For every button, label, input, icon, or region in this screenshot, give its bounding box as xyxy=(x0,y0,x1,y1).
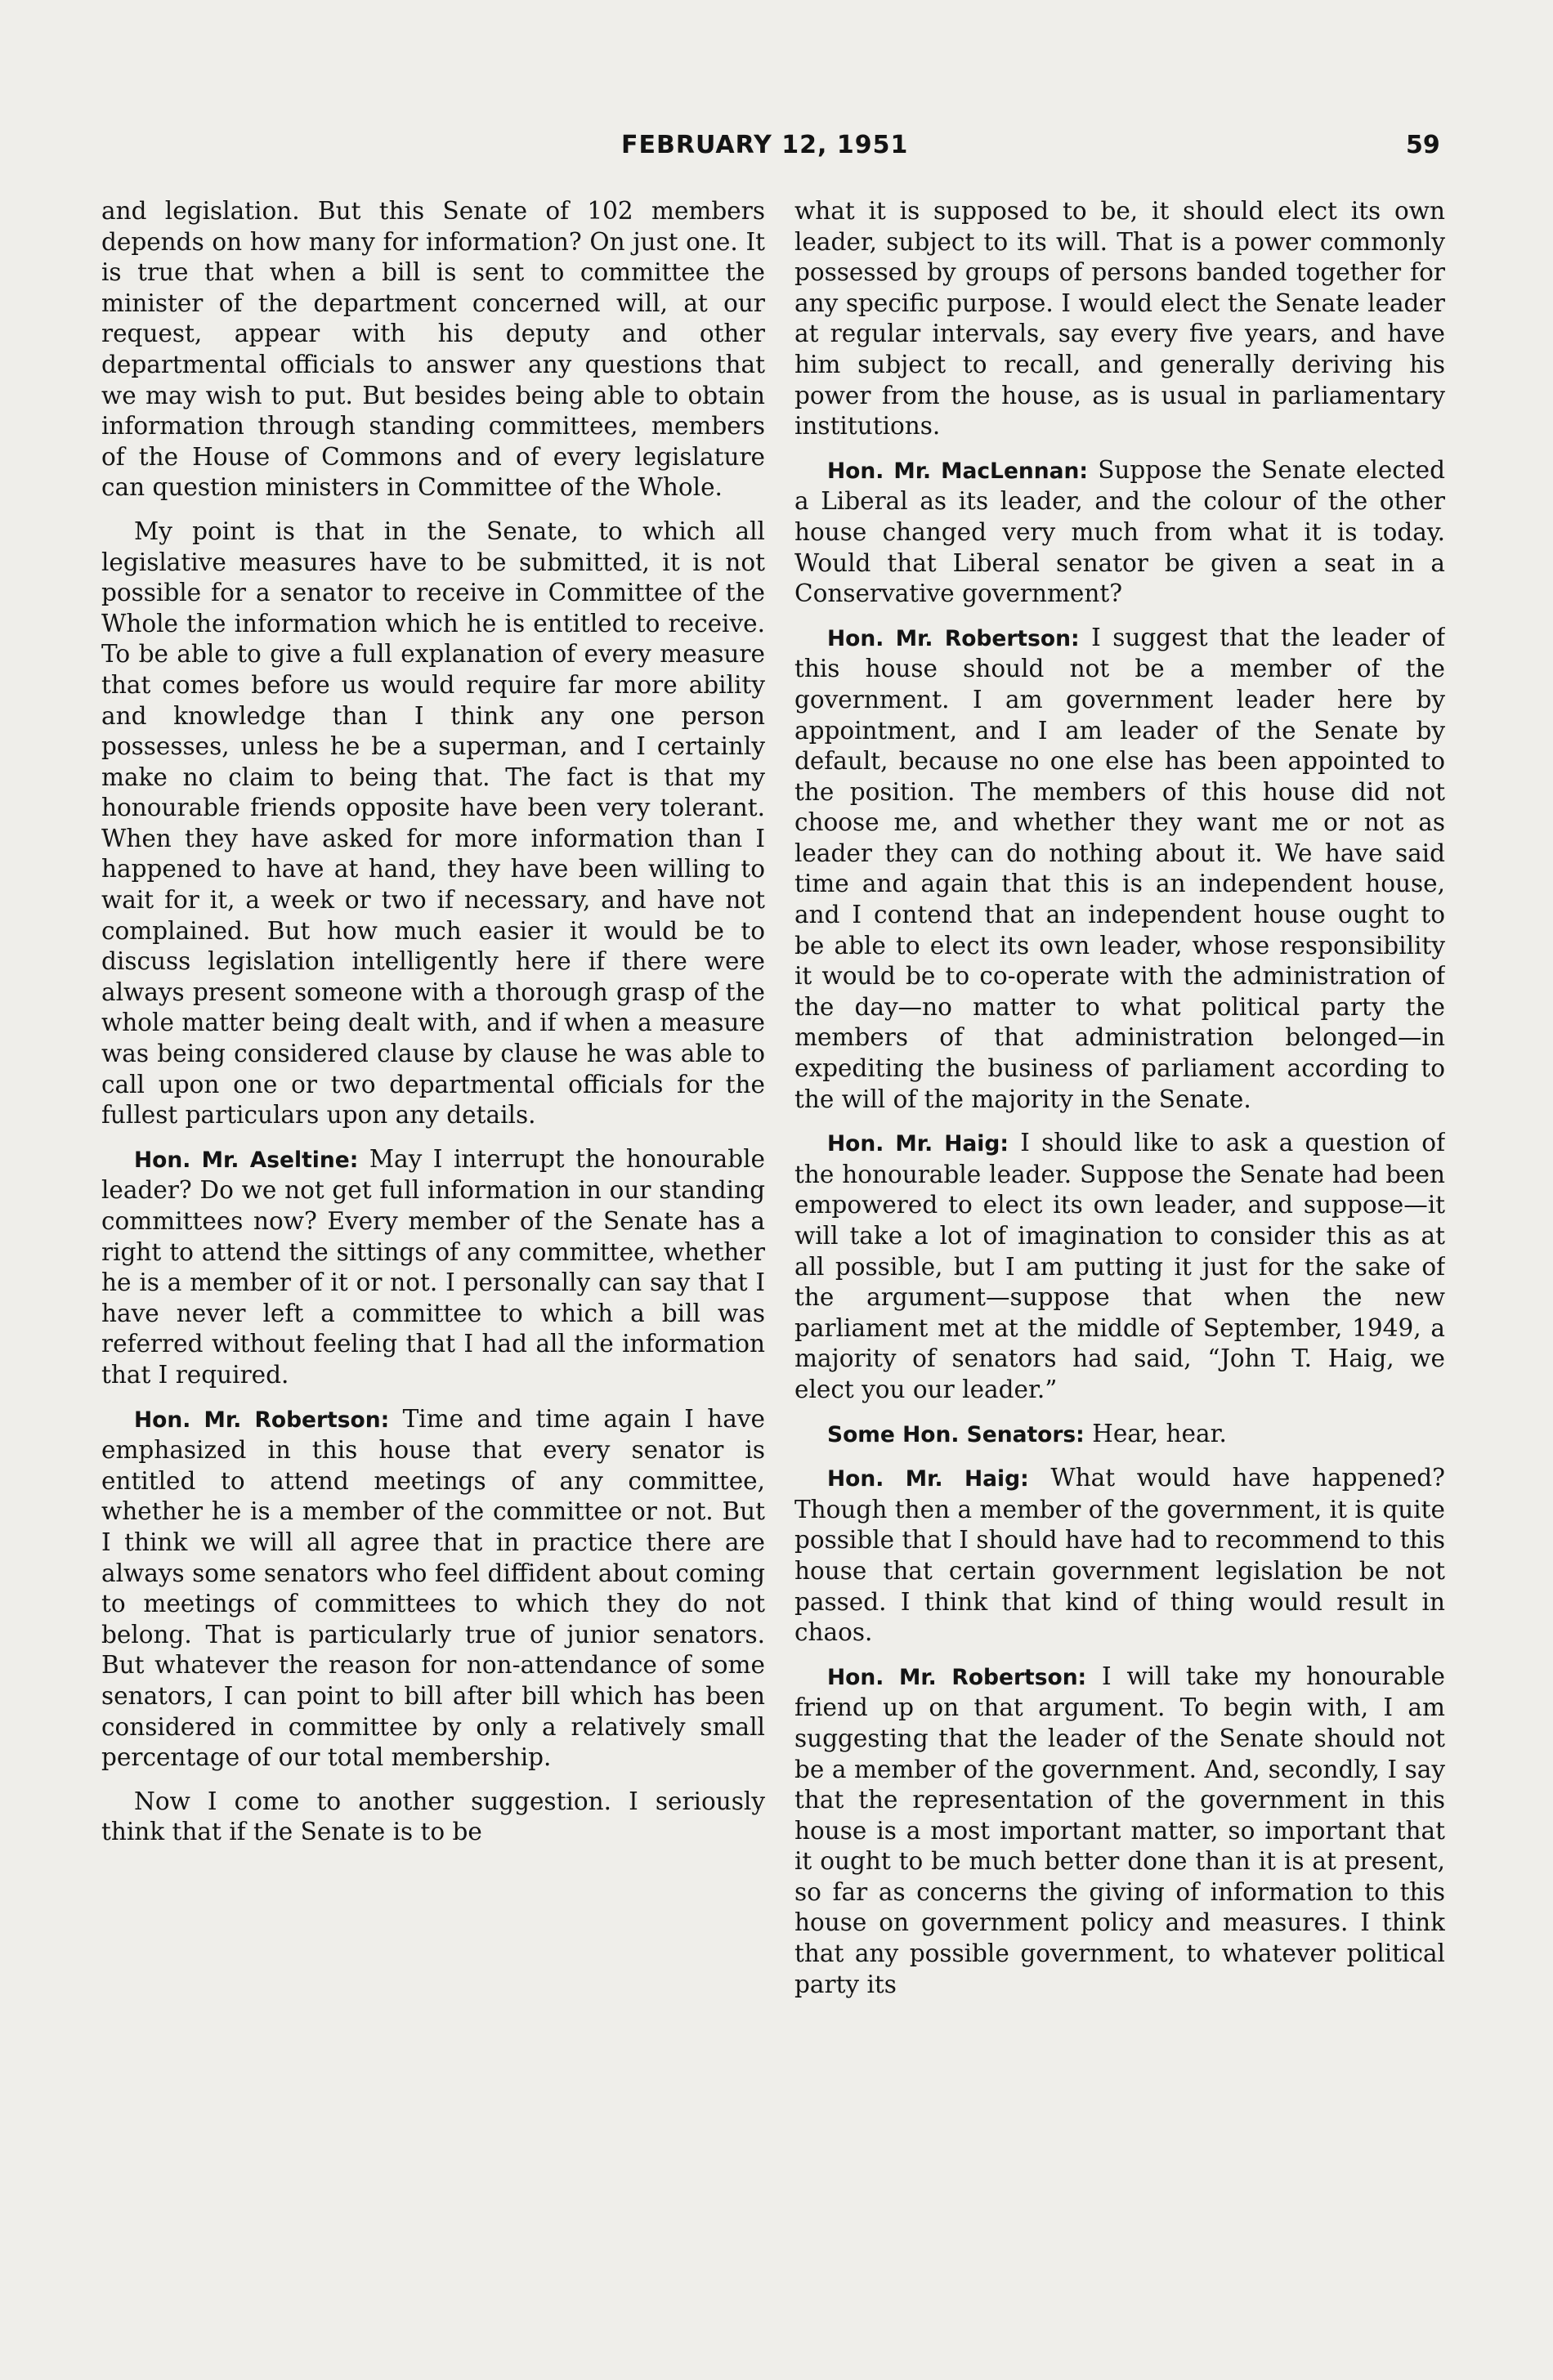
speaker-name: Hon. Mr. Aseltine: xyxy=(134,1147,359,1173)
speech-paragraph xyxy=(794,1128,1445,1405)
speech-paragraph xyxy=(794,455,1445,610)
speaker-name: Hon. Mr. MacLennan: xyxy=(827,458,1088,484)
page-number: 59 xyxy=(1406,131,1440,159)
speech-text: I will take my honourable friend up on that argument. To begin with, I am suggesting that the leader of the Senate should not be a member of the government. And, secondly, I say that the representation of the government in this house is a most important matter, so important that it ought to be much better done than it is at present, so far as concerns the giving of information to this house on government policy and measures. I think that any possible government, to whatever political party its xyxy=(794,1662,1445,1998)
speaker-name: Hon. Mr. Robertson: xyxy=(827,1664,1087,1690)
speech-text: I suggest that the leader of this house should not be a member of the government. I am government leader here by appointment, and I am leader of the Senate by default, because no one else has been appointed to the position. The members of this house did not choose me, and whether they want me or not as leader they can do nothing about it. We have said time and again that this is an independent house, and I contend that an independent house ought to be able to elect its own leader, whose responsibility it would be to co-operate with the administration of the day—no matter to what political party the members of that administration belonged—in expediting the business of parliament according to the will of the majority in the Senate. xyxy=(794,623,1445,1113)
speech-paragraph xyxy=(101,1404,765,1774)
speech-text: Suppose the Senate elected a Liberal as its leader, and the colour of the other house changed very much from what it is today. Would that Liberal senator be given a seat in a Conservative government? xyxy=(794,455,1445,608)
speaker-name: Hon. Mr. Robertson: xyxy=(827,625,1080,651)
speaker-name: Hon. Mr. Haig: xyxy=(827,1131,1009,1157)
speech-paragraph xyxy=(794,1419,1445,1451)
speech-text: Time and time again I have emphasized in this house that every senator is entitled to attend meetings of any committee, whether he is a member of the committee or not. But I think we will all agree that in practice there are always some senators who feel diffident about coming to meetings of committees to which they do not belong. That is particularly true of junior senators. But whatever the reason for non-attendance of some senators, I can point to bill after bill which has been considered in committee by only a relatively small percentage of our total membership. xyxy=(101,1404,765,1772)
speaker-name: Hon. Mr. Robertson: xyxy=(134,1407,390,1433)
paragraph: Now I come to another suggestion. I seriously think that if the Senate is to be xyxy=(101,1787,765,1846)
paragraph: what it is supposed to be, it should elect its own leader, subject to its will. That is a power commonly possessed by groups of persons banded together for any specific purpose. I would elect the Senate leader at regular intervals, say every five years, and have him subject to recall, and generally deriving his power from the house, as is usual in parliamentary institutions. xyxy=(794,197,1445,441)
speech-paragraph xyxy=(794,1662,1445,2001)
page-header xyxy=(0,131,1553,172)
paragraph: and legislation. But this Senate of 102 members depends on how many for information? On just one. It is true that when a bill is sent to committee the minister of the department concerned will, at our request, appear with his deputy and other departmental officials to answer any questions that we may wish to put. But besides being able to obtain information through standing committees, members of the House of Commons and of every legislature can question ministers in Committee of the Whole. xyxy=(101,197,765,502)
speech-paragraph xyxy=(101,1144,765,1391)
speaker-name: Hon. Mr. Haig: xyxy=(827,1466,1029,1492)
paragraph: My point is that in the Senate, to which all legislative measures have to be submitted, it is not possible for a senator to receive in Committee of the Whole the information which he is entitled to receive. To be able to give a full explanation of every measure that comes before us would require far more ability and knowledge than I think any one person possesses, unless he be a superman, and I certainly make no claim to being that. The fact is that my honourable friends opposite have been very tolerant. When they have asked for more information than I happened to have at hand, they have been willing to wait for it, a week or two if necessary, and have not complained. But how much easier it would be to discuss legislation intelligently here if there were always present someone with a thorough grasp of the whole matter being dealt with, and if when a measure was being considered clause by clause he was able to call upon one or two departmental officials for the fullest particulars upon any details. xyxy=(101,517,765,1130)
speech-text: May I interrupt the honourable leader? Do we not get full information in our standing committees now? Every member of the Senate has a right to attend the sittings of any committee, whether he is a member of it or not. I personally can say that I have never left a committee to which a bill was referred without feeling that I had all the information that I required. xyxy=(101,1144,765,1389)
speech-text: Hear, hear. xyxy=(1092,1419,1227,1447)
right-column xyxy=(794,196,1445,2207)
speaker-name: Some Hon. Senators: xyxy=(827,1421,1085,1447)
running-title: FEBRUARY 12, 1951 xyxy=(621,131,909,159)
speech-text: What would have happened? Though then a member of the government, it is quite possible that I should have had to recommend to this house that certain government legislation be not passed. I think that kind of thing would result in chaos. xyxy=(794,1464,1445,1647)
speech-paragraph xyxy=(794,623,1445,1116)
speech-paragraph xyxy=(794,1463,1445,1649)
speech-text: I should like to ask a question of the honourable leader. Suppose the Senate had been empowered to elect its own leader, and suppose—it will take a lot of imagination to consider this as at all possible, but I am putting it just for the sake of the argument—suppose that when the new parliament met at the middle of September, 1949, a majority of senators had said, “John T. Haig, we elect you our leader.” xyxy=(794,1129,1445,1403)
left-column xyxy=(101,196,765,2207)
